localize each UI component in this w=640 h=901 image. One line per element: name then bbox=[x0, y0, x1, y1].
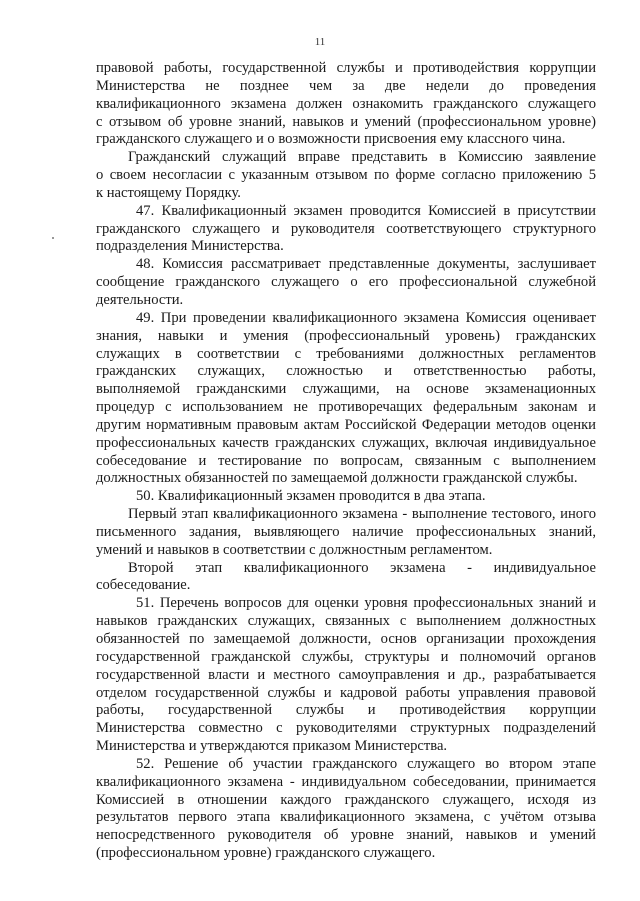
clause-51: 51. Перечень вопросов для оценки уровня профессиональных знаний и bbox=[136, 595, 596, 612]
text-line: гражданского служащего и о возможности присвоения ему классного чина. bbox=[96, 131, 566, 148]
text-line: Комиссией в отношении каждого гражданского служащего, исходя из bbox=[96, 791, 596, 808]
text-line: с отзывом об уровне знаний, навыков и умений (профессиональном уровне) bbox=[96, 113, 596, 130]
text-line: собеседование. bbox=[96, 577, 191, 594]
clause-50: 50. Квалификационный экзамен проводится в два этапа. bbox=[136, 488, 486, 505]
text-line: другим нормативным правовым актам Российской Федерации методов оценки bbox=[96, 416, 596, 433]
text-line: государственной гражданской службы, структуры и полномочий органов bbox=[96, 648, 596, 665]
text-line: гражданского служащего и руководителя соответствующего структурного bbox=[96, 220, 596, 237]
text-line: (профессиональном уровне) гражданского служащего. bbox=[96, 845, 436, 862]
text-line: Министерства не позднее чем за две недели до проведения bbox=[96, 77, 596, 94]
margin-mark bbox=[52, 237, 54, 239]
text-line: Министерства совместно с руководителями структурных подразделений bbox=[96, 720, 596, 737]
paragraph-start: Гражданский служащий вправе представить в Комиссию заявление bbox=[128, 149, 596, 166]
text-line: навыков гражданских служащих, связанных с выполнением должностных bbox=[96, 613, 596, 630]
text-line: сообщение гражданского служащего о его профессиональной служебной bbox=[96, 274, 596, 291]
text-line: выполняемой гражданскими служащими, на основе экзаменационных bbox=[96, 381, 596, 398]
text-line: Министерства и утверждаются приказом Министерства. bbox=[96, 738, 448, 755]
clause-48: 48. Комиссия рассматривает представленные документы, заслушивает bbox=[136, 256, 596, 273]
text-line: результатов первого этапа квалификационного экзамена, с учётом отзыва bbox=[96, 809, 596, 826]
text-line: непосредственного руководителя об уровне знаний, навыков и умений bbox=[96, 827, 596, 844]
text-line: должностных обязанностей по замещаемой должности гражданской службы. bbox=[96, 470, 578, 487]
document-body bbox=[96, 60, 596, 863]
text-line: собеседование и тестирование по вопросам, связанным с выполнением bbox=[96, 452, 596, 469]
text-line: квалификационного экзамена должен ознакомить гражданского служащего bbox=[96, 95, 596, 112]
clause-49: 49. При проведении квалификационного экзамена Комиссия оценивает bbox=[136, 309, 596, 326]
text-line: государственной власти и местного самоуправления и др., разрабатывается bbox=[96, 666, 596, 683]
text-line: работы, государственной службы и противодействия коррупции bbox=[96, 702, 596, 719]
text-line: подразделения Министерства. bbox=[96, 238, 284, 255]
paragraph-start: Второй этап квалификационного экзамена - индивидуальное bbox=[128, 559, 596, 576]
text-line: служащих в соответствии с требованиями должностных регламентов bbox=[96, 345, 596, 362]
clause-47: 47. Квалификационный экзамен проводится Комиссией в присутствии bbox=[136, 202, 596, 219]
text-line: деятельности. bbox=[96, 291, 184, 308]
text-line: обязанностей по замещаемой должности, основ организации прохождения bbox=[96, 631, 596, 647]
paragraph-start: Первый этап квалификационного экзамена - выполнение тестового, иного bbox=[128, 506, 596, 523]
text-line: знания, навыки и умения (профессиональный уровень) гражданских bbox=[96, 327, 596, 344]
text-line: правовой работы, государственной службы и противодействия коррупции bbox=[96, 60, 596, 76]
text-line: письменного задания, выявляющего наличие профессиональных знаний, bbox=[96, 523, 596, 540]
page-number: 11 bbox=[314, 36, 326, 48]
text-line: гражданских служащих, сложностью и ответственностью работы, bbox=[96, 363, 596, 380]
text-line: умений и навыков в соответствии с должностным регламентом. bbox=[96, 541, 493, 558]
text-line: квалификационного экзамена - индивидуальном собеседовании, принимается bbox=[96, 773, 596, 790]
text-line: к настоящему Порядку. bbox=[96, 184, 241, 201]
clause-52: 52. Решение об участии гражданского служащего во втором этапе bbox=[136, 755, 596, 772]
text-line: о своем несогласии с указанным отзывом по форме согласно приложению 5 bbox=[96, 167, 596, 184]
text-line: процедур с использованием не противоречащих федеральным законам и bbox=[96, 399, 596, 416]
text-line: профессиональных качеств гражданских служащих, включая индивидуальное bbox=[96, 434, 596, 451]
text-line: отделом государственной службы и кадровой работы управления правовой bbox=[96, 684, 596, 701]
